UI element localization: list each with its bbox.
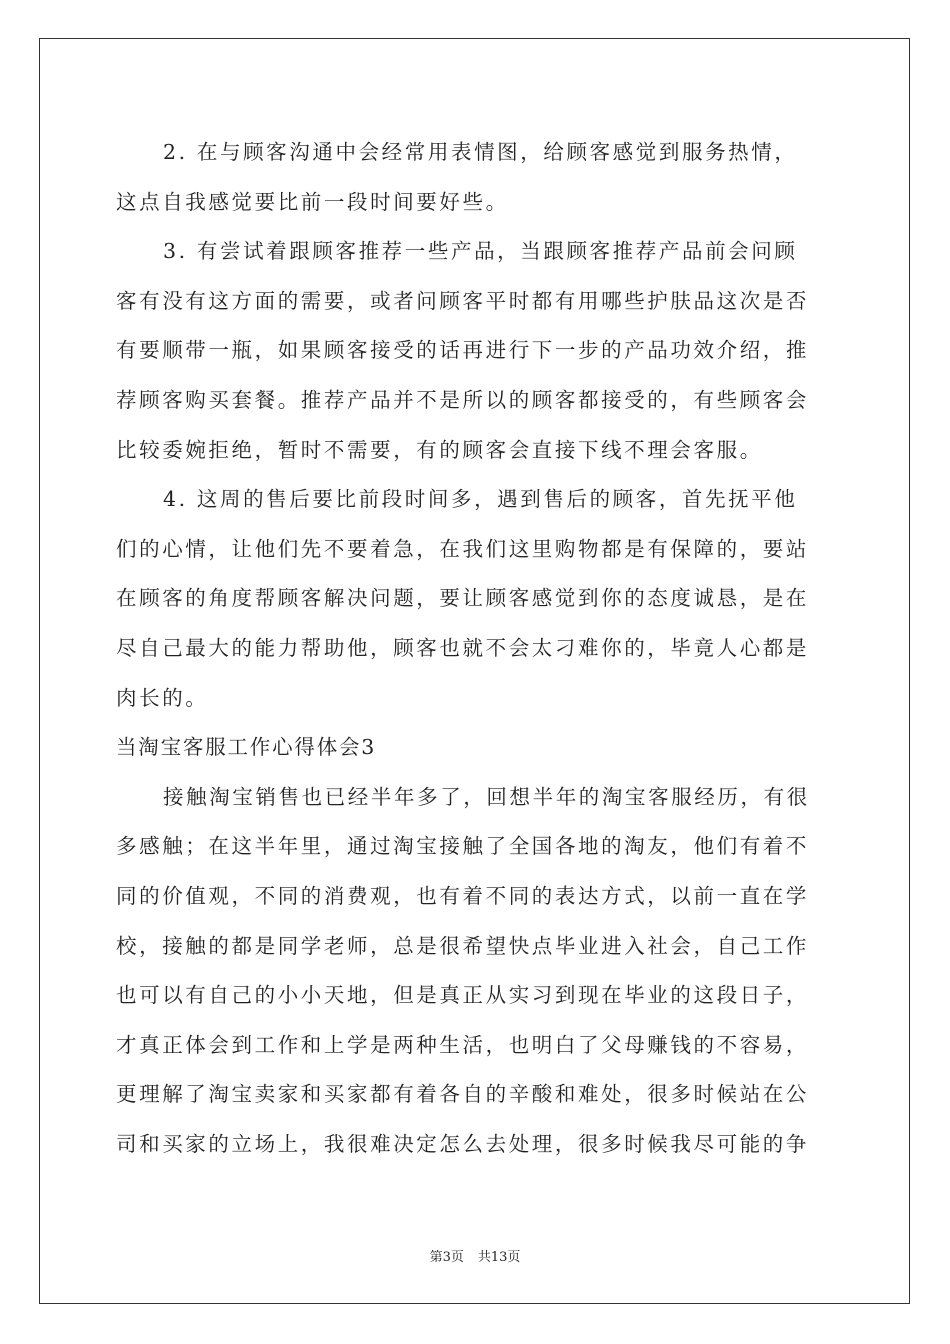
text-line: 荐顾客购买套餐。推荐产品并不是所以的顾客都接受的，有些顾客会 [116,387,809,412]
section-heading: 当淘宝客服工作心得体会3 [116,735,377,760]
text-line: 客有没有这方面的需要，或者问顾客平时都有用哪些护肤品这次是否 [116,288,809,313]
text-line: 2. 在与顾客沟通中会经常用表情图，给顾客感觉到服务热情， [163,140,798,164]
text-line: 有要顺带一瓶，如果顾客接受的话再进行下一步的产品功效介绍，推 [116,338,809,363]
text-line: 接触淘宝销售也已经半年多了，回想半年的淘宝客服经历，有很 [163,784,810,809]
text-line: 校，接触的都是同学老师，总是很希望快点毕业进入社会，自己工作 [116,933,809,958]
text-line: 同的价值观，不同的消费观，也有着不同的表达方式，以前一直在学 [116,883,809,908]
text-line: 多感触；在这半年里，通过淘宝接触了全国各地的淘友，他们有着不 [116,834,809,859]
text-line: 3. 有尝试着跟顾客推荐一些产品，当跟顾客推荐产品前会问顾 [163,239,798,264]
text-line: 更理解了淘宝卖家和买家都有着各自的辛酸和难处，很多时候站在公 [116,1082,809,1107]
page-footer [0,1246,950,1265]
page-total: 共13页 [477,1250,521,1265]
text-line: 也可以有自己的小小天地，但是真正从实习到现在毕业的这段日子， [116,983,809,1008]
text-line: 尽自己最大的能力帮助他，顾客也就不会太刁难你的，毕竟人心都是 [116,635,809,660]
text-line: 比较委婉拒绝，暂时不需要，有的顾客会直接下线不理会客服。 [116,437,763,462]
text-line: 司和买家的立场上，我很难决定怎么去处理，很多时候我尽可能的争 [116,1131,809,1156]
text-line: 肉长的。 [116,685,209,710]
page-number: 第3页 [429,1250,464,1265]
text-line: 这点自我感觉要比前一段时间要好些。 [116,189,509,214]
text-line: 4. 这周的售后要比前段时间多，遇到售后的顾客，首先抚平他 [163,487,798,512]
text-line: 在顾客的角度帮顾客解决问题，要让顾客感觉到你的态度诚恳，是在 [116,586,809,611]
text-line: 们的心情，让他们先不要着急，在我们这里购物都是有保障的，要站 [116,536,809,561]
document-body [116,128,834,1169]
text-line: 才真正体会到工作和上学是两种生活，也明白了父母赚钱的不容易， [116,1032,809,1057]
